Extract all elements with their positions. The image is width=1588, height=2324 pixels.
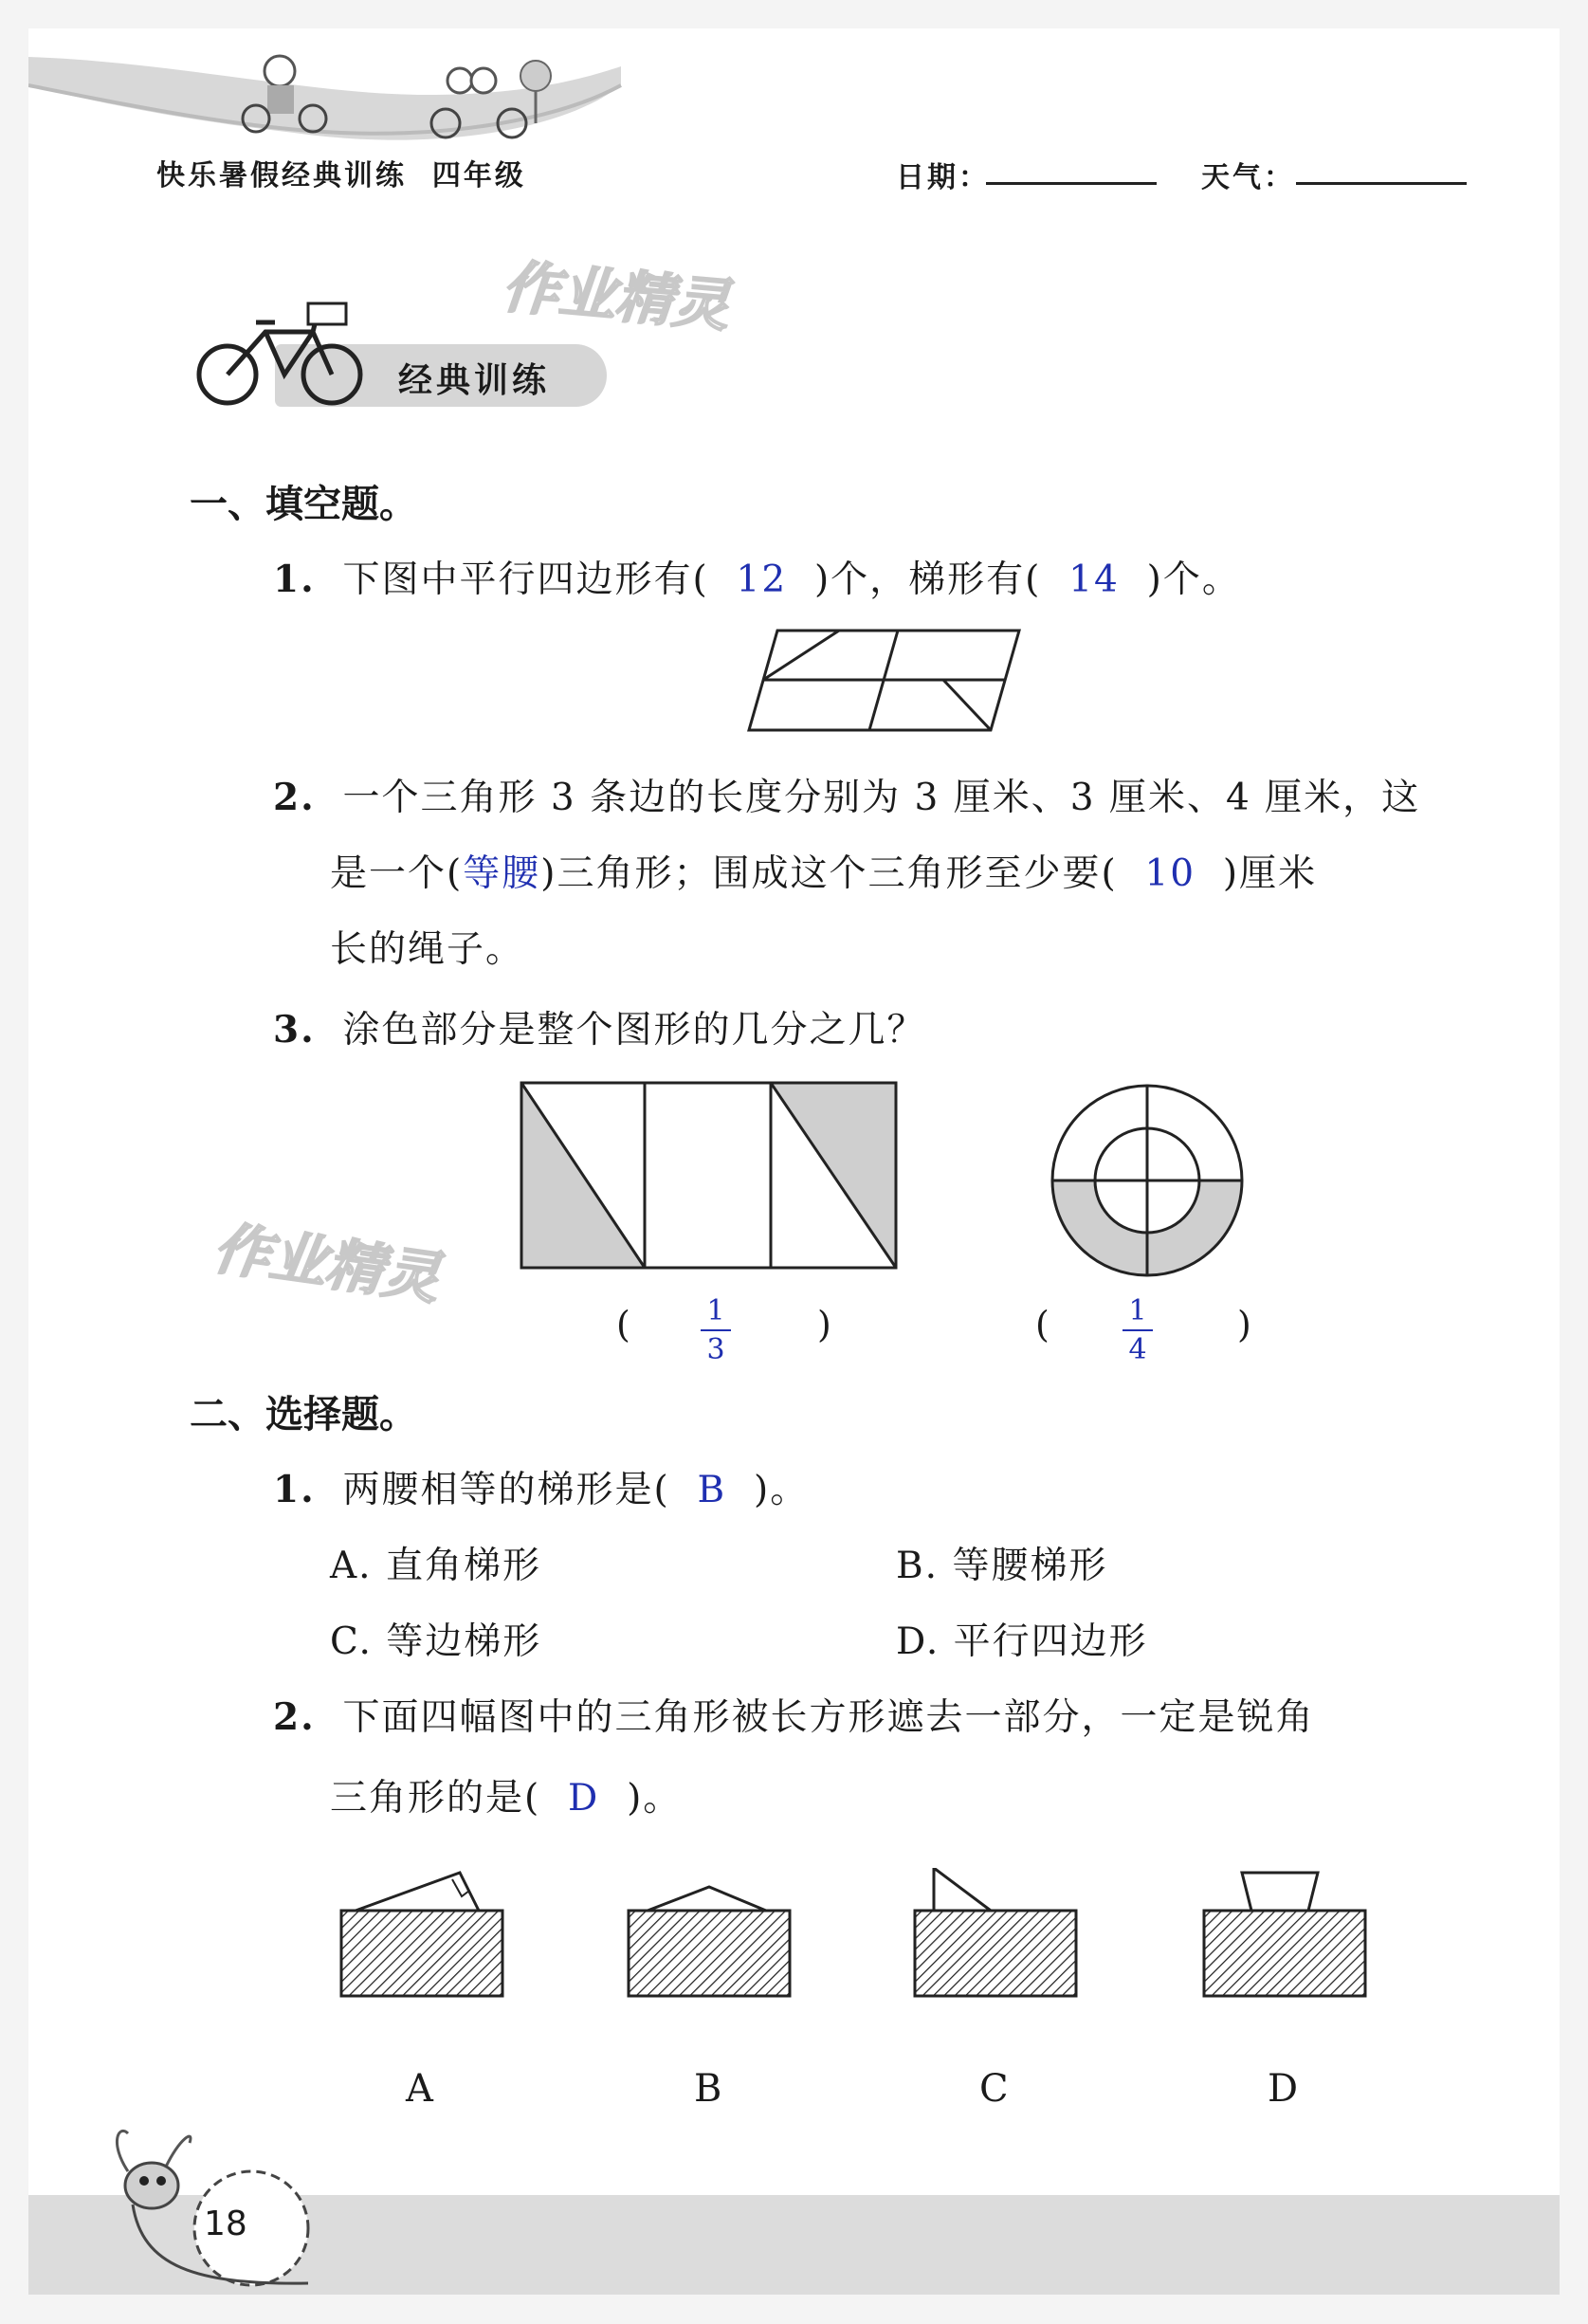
book-title-text: 快乐暑假经典训练: [156, 159, 407, 192]
date-blank-line: [986, 182, 1157, 185]
answer-triangle-type: 等腰: [463, 852, 541, 895]
left-paren: (: [1035, 1304, 1050, 1345]
question-text: )个，梯形有(: [813, 558, 1042, 601]
header-banner-illustration: [28, 28, 635, 152]
answer-fraction-1: [697, 1294, 735, 1366]
answer-parallelogram-count: 12: [736, 558, 788, 601]
question-2-2-line1: [273, 1688, 1315, 1741]
weather-label: 天气：: [1201, 161, 1295, 194]
question-text: )。: [627, 1777, 683, 1820]
question-text: )三角形；围成这个三角形至少要(: [540, 852, 1118, 895]
watermark-middle: 作业精灵: [209, 1215, 445, 1313]
parallelogram-figure: [744, 626, 1029, 735]
ring-shaded-figure: [1048, 1081, 1247, 1280]
book-title: [156, 152, 526, 193]
bicycle-icon: [190, 294, 398, 417]
date-label: 日期：: [896, 161, 990, 194]
answer-fraction-2: [1119, 1294, 1157, 1366]
option-d: D. 平行四边形: [896, 1620, 1148, 1663]
fraction-numerator: 1: [706, 1294, 725, 1327]
question-1-2-line2: [330, 844, 1317, 897]
question-1-3: [273, 1000, 926, 1053]
fraction-numerator: 1: [1128, 1294, 1147, 1327]
answer-trapezoid-count: 14: [1068, 558, 1120, 601]
question-text: 三角形的是(: [330, 1777, 541, 1820]
question-1-2-line1: [273, 768, 1420, 821]
figure-label-d: D: [1268, 2067, 1299, 2111]
worksheet-page: [28, 28, 1560, 2295]
question-1-2-line3: 长的绳子。: [330, 928, 525, 971]
figure-a-covered-triangle: [337, 1868, 507, 2001]
rectangle-shaded-figure: [520, 1081, 899, 1271]
badge-title: 经典训练: [398, 361, 551, 400]
right-paren: ): [817, 1304, 831, 1345]
answer-rope-length: 10: [1144, 852, 1196, 895]
figure-c-covered-triangle: [910, 1868, 1081, 2001]
question-number: 2.: [273, 1695, 316, 1739]
section-2-title: 二、选择题。: [190, 1393, 417, 1436]
answer-choice: B: [697, 1469, 727, 1511]
question-2-1: [273, 1460, 809, 1513]
figure-label-b: B: [694, 2067, 722, 2111]
question-text: )。: [754, 1469, 810, 1511]
weather-blank-line: [1296, 182, 1467, 185]
question-text: 两腰相等的梯形是(: [342, 1469, 670, 1511]
fraction-denominator: 4: [1128, 1333, 1147, 1366]
figure-d-covered-triangle: [1199, 1868, 1370, 2001]
figure-b-covered-triangle: [624, 1868, 794, 2001]
question-text: 是一个(: [330, 852, 464, 895]
question-number: 3.: [273, 1008, 316, 1052]
question-2-2-line2: [330, 1768, 682, 1821]
watermark-top: 作业精灵: [499, 253, 733, 340]
fraction-denominator: 3: [706, 1333, 725, 1366]
left-paren: (: [616, 1304, 630, 1345]
option-b: B. 等腰梯形: [896, 1545, 1108, 1587]
fraction-bar: [1123, 1329, 1153, 1331]
question-text: 下图中平行四边形有(: [342, 558, 709, 601]
figure-label-a: A: [406, 2067, 433, 2111]
question-1-1: [273, 550, 1241, 603]
grade-label: 四年级: [431, 159, 526, 192]
question-text: 一个三角形 3 条边的长度分别为 3 厘米、3 厘米、4 厘米，这: [342, 777, 1421, 819]
fraction-bar: [701, 1329, 731, 1331]
question-number: 2.: [273, 776, 316, 819]
question-number: 1.: [273, 558, 316, 601]
page-number: 18: [204, 2205, 247, 2243]
question-text: 下面四幅图中的三角形被长方形遮去一部分，一定是锐角: [342, 1696, 1315, 1739]
option-a: A. 直角梯形: [330, 1545, 541, 1587]
question-text: 涂色部分是整个图形的几分之几？: [342, 1009, 926, 1052]
right-paren: ): [1237, 1304, 1251, 1345]
question-number: 1.: [273, 1468, 316, 1511]
answer-choice: D: [568, 1777, 600, 1820]
section-1-title: 一、填空题。: [190, 483, 417, 526]
figure-label-c: C: [979, 2067, 1009, 2111]
question-text: )厘米: [1222, 852, 1318, 895]
question-text: )个。: [1146, 558, 1241, 601]
option-c: C. 等边梯形: [330, 1620, 542, 1663]
